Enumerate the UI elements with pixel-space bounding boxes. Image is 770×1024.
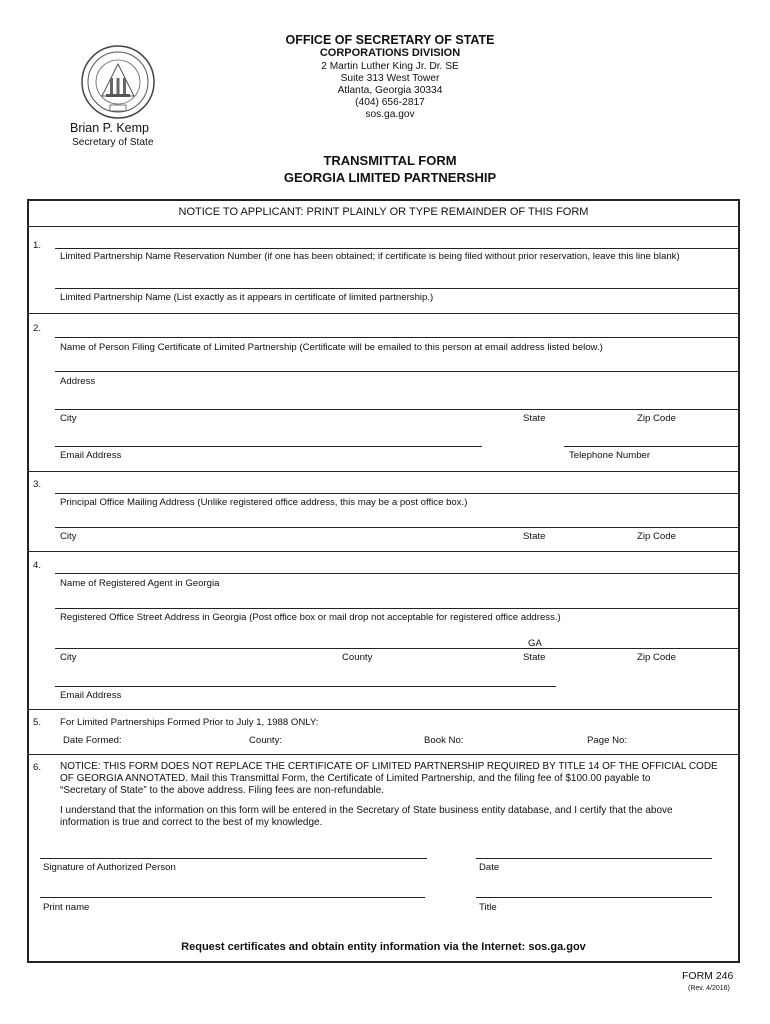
- office-website: sos.ga.gov: [365, 109, 415, 120]
- divider: [29, 709, 738, 710]
- address-line-1: 2 Martin Luther King Jr. Dr. SE: [321, 61, 459, 72]
- filing-notice-line-3: “Secretary of State” to the above address. Filing fees are non-refundable.: [60, 785, 385, 796]
- principal-address-label: Principal Office Mailing Address (Unlike registered office address, this may be a post office box.): [60, 497, 468, 508]
- registered-office-label: Registered Office Street Address in Georgia (Post office box or mail drop not acceptable for registered office address.): [60, 612, 561, 623]
- registered-state-value: GA: [528, 638, 542, 649]
- filer-name-field[interactable]: [55, 337, 740, 338]
- notice-to-applicant: NOTICE TO APPLICANT: PRINT PLAINLY OR TYPE REMAINDER OF THIS FORM: [178, 206, 589, 218]
- agent-name-field[interactable]: [55, 573, 740, 574]
- partnership-name-field[interactable]: [55, 288, 740, 289]
- filer-telephone-field[interactable]: [564, 446, 740, 447]
- divider: [29, 226, 738, 227]
- principal-zip-label: Zip Code: [637, 531, 676, 542]
- section-6-number: 6.: [33, 762, 42, 773]
- filer-state-label: State: [523, 413, 546, 424]
- filer-city-state-zip-field[interactable]: [55, 409, 740, 410]
- divider: [29, 471, 738, 472]
- filer-zip-label: Zip Code: [637, 413, 676, 424]
- form-subtitle: GEORGIA LIMITED PARTNERSHIP: [283, 170, 497, 185]
- section-5-number: 5.: [33, 717, 42, 728]
- county-label[interactable]: County:: [249, 735, 283, 746]
- certification-line-2: information is true and correct to the best of my knowledge.: [60, 817, 323, 828]
- section-4-number: 4.: [33, 560, 42, 571]
- filer-address-field[interactable]: [55, 371, 740, 372]
- date-formed-label[interactable]: Date Formed:: [63, 735, 122, 746]
- registered-office-field[interactable]: [55, 608, 740, 609]
- book-number-label[interactable]: Book No:: [424, 735, 464, 746]
- office-heading: OFFICE OF SECRETARY OF STATE: [285, 33, 495, 47]
- agent-name-label: Name of Registered Agent in Georgia: [60, 578, 220, 589]
- filing-notice-line-1: NOTICE: THIS FORM DOES NOT REPLACE THE CERTIFICATE OF LIMITED PARTNERSHIP REQUIRED BY TITLE 14 OF THE OFFICIAL CODE: [60, 761, 718, 772]
- divider: [29, 754, 738, 755]
- reservation-number-label: Limited Partnership Name Reservation Number (if one has been obtained; if certificate is being filed without prior reservation, leave this line blank): [60, 251, 680, 262]
- agent-email-label: Email Address: [60, 690, 122, 701]
- section-3-number: 3.: [33, 479, 42, 490]
- partnership-name-label: Limited Partnership Name (List exactly as it appears in certificate of limited partnership.): [60, 292, 434, 303]
- registered-city-label: City: [60, 652, 77, 663]
- print-name-label: Print name: [43, 902, 90, 913]
- section-1-number: 1.: [33, 240, 42, 251]
- print-name-field[interactable]: [40, 897, 425, 898]
- registered-zip-label: Zip Code: [637, 652, 676, 663]
- filer-name-label: Name of Person Filing Certificate of Limited Partnership (Certificate will be emailed to this person at email address listed below.): [60, 342, 603, 353]
- title-label: Title: [479, 902, 497, 913]
- division-heading: CORPORATIONS DIVISION: [319, 47, 461, 59]
- principal-state-label: State: [523, 531, 546, 542]
- form-revision: (Rev. 4/2016): [688, 985, 730, 992]
- date-label: Date: [479, 862, 500, 873]
- registered-state-label: State: [523, 652, 546, 663]
- divider: [29, 551, 738, 552]
- office-phone: (404) 656-2817: [355, 97, 425, 108]
- certification-line-1: I understand that the information on this form will be entered in the Secretary of State business entity database, and I certify that the above: [60, 805, 673, 816]
- reservation-number-field[interactable]: [55, 248, 740, 249]
- georgia-seal-image: [80, 44, 156, 120]
- principal-city-state-zip-field[interactable]: [55, 527, 740, 528]
- signature-field[interactable]: [40, 858, 427, 859]
- filer-telephone-label: Telephone Number: [569, 450, 651, 461]
- page-number-label[interactable]: Page No:: [587, 735, 628, 746]
- form-title: TRANSMITTAL FORM: [323, 153, 457, 168]
- title-field[interactable]: [476, 897, 712, 898]
- pre-1988-heading: For Limited Partnerships Formed Prior to July 1, 1988 ONLY:: [60, 717, 319, 728]
- form-number: FORM 246: [682, 970, 734, 982]
- address-line-3: Atlanta, Georgia 30334: [337, 85, 443, 96]
- filer-email-field[interactable]: [55, 446, 482, 447]
- agent-email-field[interactable]: [55, 686, 556, 687]
- principal-address-field[interactable]: [55, 493, 740, 494]
- registered-city-county-state-zip-field[interactable]: [55, 648, 740, 649]
- section-2-number: 2.: [33, 323, 42, 334]
- principal-city-label: City: [60, 531, 77, 542]
- official-title: Secretary of State: [72, 137, 154, 148]
- date-field[interactable]: [476, 858, 712, 859]
- official-name: Brian P. Kemp: [70, 121, 149, 135]
- address-line-2: Suite 313 West Tower: [340, 73, 440, 84]
- filing-notice-line-2: OF GEORGIA ANNOTATED. Mail this Transmittal Form, the Certificate of Limited Partnership, and the filing fee of $100.00 payable to: [60, 773, 651, 784]
- filer-city-label: City: [60, 413, 77, 424]
- filer-address-label: Address: [60, 376, 96, 387]
- internet-notice: Request certificates and obtain entity information via the Internet: sos.ga.gov: [181, 941, 586, 953]
- divider: [29, 313, 738, 314]
- filer-email-label: Email Address: [60, 450, 122, 461]
- signature-label: Signature of Authorized Person: [43, 862, 176, 873]
- registered-county-label: County: [342, 652, 373, 663]
